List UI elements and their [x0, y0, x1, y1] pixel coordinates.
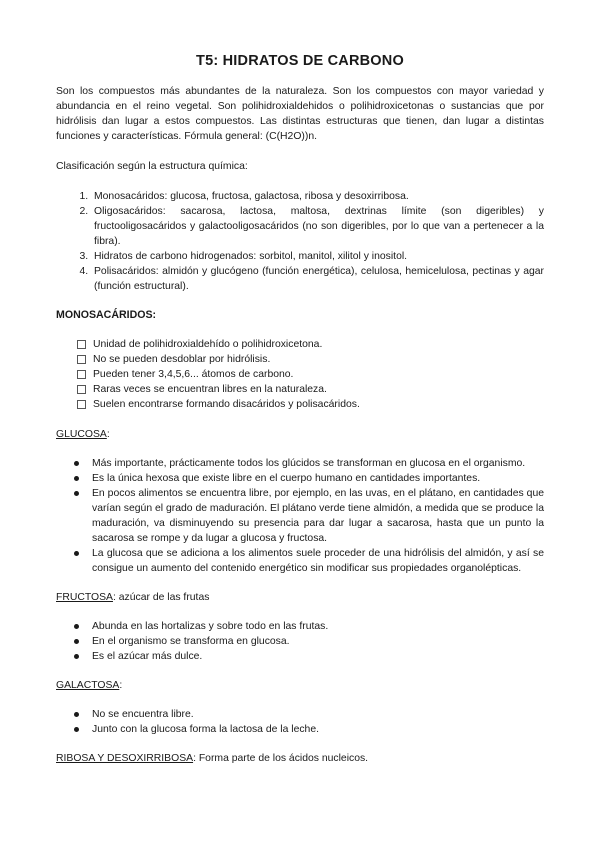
list-item-text: Más importante, prácticamente todos los glúcidos se transforman en glucosa en el organismo.: [92, 458, 526, 469]
bullet-icon: [74, 639, 79, 644]
checklist-item: [77, 337, 544, 352]
checklist-item-text: Unidad de polihidroxialdehído o polihidroxicetona.: [93, 339, 323, 350]
list-item: [92, 486, 544, 546]
ribosa-line: [56, 751, 544, 766]
bullet-icon: [74, 476, 79, 481]
checklist-item-text: Pueden tener 3,4,5,6... átomos de carbono.: [93, 369, 294, 380]
list-item: [92, 707, 544, 722]
bullet-icon: [74, 551, 79, 556]
checklist-item-text: Suelen encontrarse formando disacáridos y polisacáridos.: [93, 399, 360, 410]
monosacaridos-checklist: [56, 337, 544, 412]
checklist-item: [77, 352, 544, 367]
glucosa-heading-suffix: :: [106, 429, 110, 440]
list-item-text: La glucosa que se adiciona a los alimentos suele proceder de una hidrólisis del almidón, y así se consigue un aumento del contenido energético sin modificar sus propiedades organolépticas.: [92, 548, 544, 574]
checklist-item: [77, 382, 544, 397]
ribosa-heading: RIBOSA Y DESOXIRRIBOSA: [56, 753, 194, 764]
glucosa-heading-line: [56, 427, 544, 442]
checkbox-icon[interactable]: [77, 340, 86, 349]
list-item: [92, 619, 544, 634]
page-title: T5: HIDRATOS DE CARBONO: [196, 53, 404, 69]
bullet-icon: [74, 624, 79, 629]
checklist-item: [77, 367, 544, 382]
intro-paragraph: Son los compuestos más abundantes de la naturaleza. Son los compuestos con mayor variedad y abundancia en el reino vegetal. Son polihidroxialdehidos o polihidroxicetonas o sustancias que por hidrólisis dan lugar a estos compuestos. Las distintas estructuras que tienen, dan lugar a distintas funciones y características. Fórmula general: (C(H2O))n.: [56, 86, 544, 142]
monosacaridos-heading: MONOSACÁRIDOS:: [56, 309, 157, 321]
bullet-icon: [74, 727, 79, 732]
galactosa-heading-line: [56, 678, 544, 693]
list-item: [92, 456, 544, 471]
bullet-icon: [74, 461, 79, 466]
list-item-text: Abunda en las hortalizas y sobre todo en las frutas.: [92, 621, 329, 632]
checklist-item: [77, 397, 544, 412]
fructosa-heading-suffix: : azúcar de las frutas: [112, 592, 210, 603]
list-item-text: Es el azúcar más dulce.: [92, 651, 203, 662]
glucosa-list: [56, 456, 544, 576]
checkbox-icon[interactable]: [77, 355, 86, 364]
list-item: [92, 649, 544, 664]
list-item-text: Es la única hexosa que existe libre en el cuerpo humano en cantidades importantes.: [92, 473, 481, 484]
document-page: [56, 52, 544, 766]
checklist-item-text: Raras veces se encuentran libres en la naturaleza.: [93, 384, 327, 395]
galactosa-list: [56, 707, 544, 737]
bullet-icon: [74, 712, 79, 717]
fructosa-list: [56, 619, 544, 664]
list-item: 1. Monosacáridos: glucosa, fructosa, galactosa, ribosa y desoxirribosa.: [91, 189, 544, 204]
list-item-text: Junto con la glucosa forma la lactosa de la leche.: [92, 724, 319, 735]
list-item: 3. Hidratos de carbono hidrogenados: sorbitol, manitol, xilitol y inositol.: [91, 249, 544, 264]
fructosa-heading-line: [56, 590, 544, 605]
list-item-text: No se encuentra libre.: [92, 709, 194, 720]
list-item: 4. Polisacáridos: almidón y glucógeno (función energética), celulosa, hemicelulosa, pectinas y agar (función estructural).: [91, 264, 544, 294]
list-item: 2. Oligosacáridos: sacarosa, lactosa, maltosa, dextrinas límite (son digeribles) y fructooligosacáridos y galactooligosacáridos (no son digeribles, por lo que van a pertenecer a la fibra).: [91, 204, 544, 249]
list-item: [92, 546, 544, 576]
checkbox-icon[interactable]: [77, 370, 86, 379]
ribosa-heading-suffix: : Forma parte de los ácidos nucleicos.: [193, 753, 369, 764]
list-item-text: En pocos alimentos se encuentra libre, por ejemplo, en las uvas, en el plátano, en cantidades que varían según el grado de maduración. El plátano verde tiene almidón, a medida que se produce la maduración, va disminuyendo su presencia para dar lugar a sacarosa, hasta que un punto la sacarosa se rompe y da lugar a glucosa y fructosa.: [92, 488, 544, 544]
checkbox-icon[interactable]: [77, 385, 86, 394]
checkbox-icon[interactable]: [77, 400, 86, 409]
galactosa-heading-suffix: :: [119, 680, 123, 691]
galactosa-heading: GALACTOSA: [56, 680, 120, 691]
classification-intro: Clasificación según la estructura química:: [56, 161, 248, 172]
classification-list: [56, 189, 544, 294]
list-item: [92, 471, 544, 486]
list-item: [92, 634, 544, 649]
fructosa-heading: FRUCTOSA: [56, 592, 113, 603]
bullet-icon: [74, 491, 79, 496]
checklist-item-text: No se pueden desdoblar por hidrólisis.: [93, 354, 271, 365]
bullet-icon: [74, 654, 79, 659]
list-item: [92, 722, 544, 737]
list-item-text: En el organismo se transforma en glucosa.: [92, 636, 290, 647]
glucosa-heading: GLUCOSA: [56, 429, 107, 440]
